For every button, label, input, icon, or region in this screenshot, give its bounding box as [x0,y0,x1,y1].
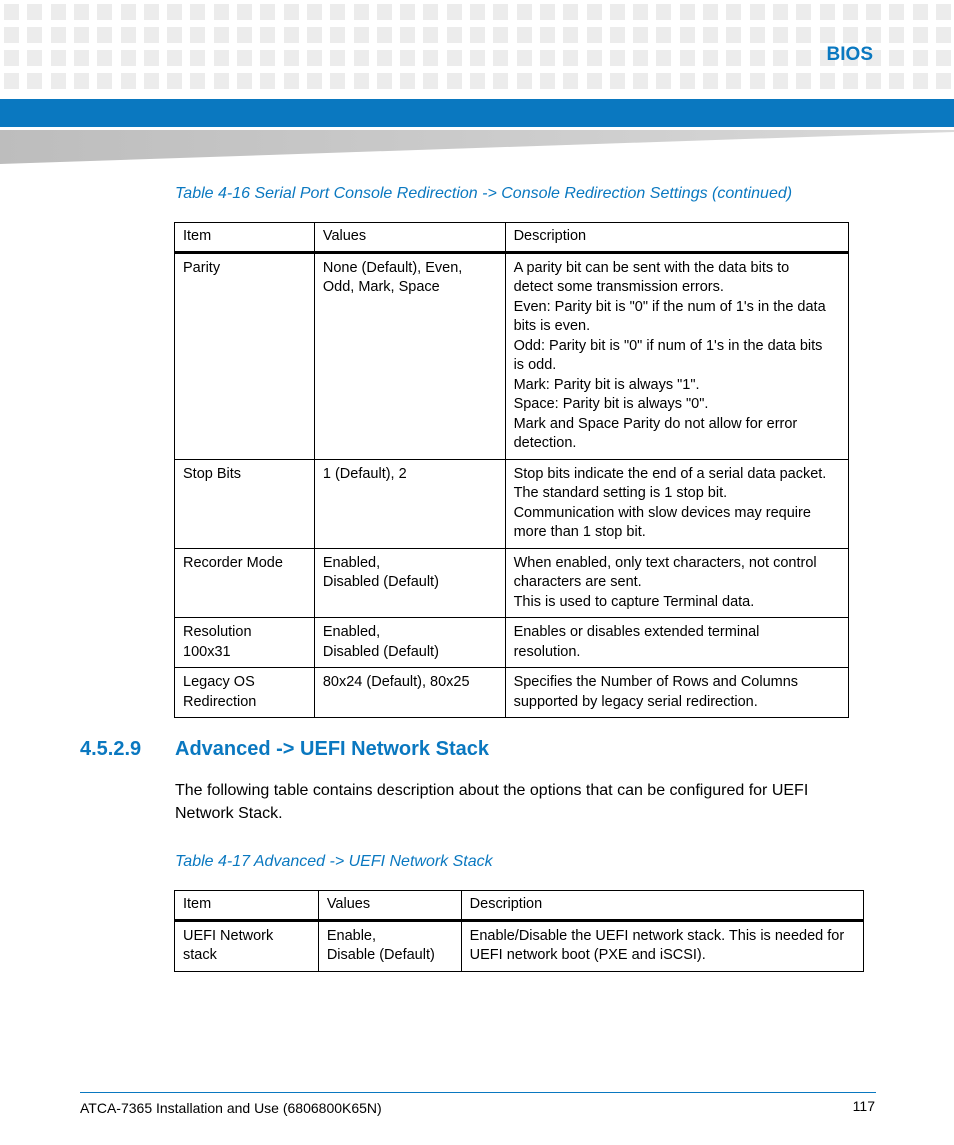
cell-line: is odd. [513,357,557,373]
cell-item [175,548,315,618]
pattern-square [750,4,765,20]
pattern-square [307,27,322,43]
pattern-square [330,27,345,43]
cell-line: Disable (Default) [326,947,435,963]
cell-line: Disabled (Default) [322,574,439,590]
cell-line: Enables or disables extended terminal [513,624,760,640]
pattern-square [470,27,485,43]
pattern-square [97,50,112,66]
pattern-square [889,4,904,20]
pattern-square [703,27,718,43]
cell-line: Mark and Space Parity do not allow for error [513,415,798,432]
pattern-square [656,4,671,20]
cell-line: Even: Parity bit is "0" if the num of 1's in the data [513,298,826,315]
pattern-square [400,4,415,20]
pattern-square [773,73,788,89]
pattern-square [773,27,788,43]
section-heading [80,738,489,761]
column-header: Description [461,891,863,921]
cell-line: 80x24 (Default), 80x25 [322,674,470,690]
pattern-square [260,4,275,20]
pattern-square [167,50,182,66]
pattern-square [517,27,532,43]
pattern-square [237,4,252,20]
pattern-square [167,4,182,20]
table-row [175,668,849,718]
cell-description [505,459,848,548]
pattern-square [423,4,438,20]
pattern-square [423,50,438,66]
pattern-square [726,50,741,66]
pattern-square [913,4,928,20]
pattern-square [74,27,89,43]
pattern-square [726,27,741,43]
cell-description [505,252,848,459]
pattern-square [307,73,322,89]
pattern-square [820,4,835,20]
cell-values [314,252,505,459]
pattern-square [610,50,625,66]
cell-line: Disabled (Default) [322,643,439,660]
pattern-square [237,50,252,66]
cell-line: Odd: Parity bit is "0" if num of 1's in the data bits [513,337,823,354]
table-caption: Table 4-16 Serial Port Console Redirection -> Console Redirection Settings (continued) [175,185,793,202]
cell-line: Recorder Mode [183,554,283,571]
pattern-square [866,73,881,89]
pattern-square [563,27,578,43]
pattern-square [284,50,299,66]
cell-line: Parity [183,259,221,276]
pattern-square [470,50,485,66]
cell-line: detection. [513,435,577,451]
cell-item [175,618,315,668]
cell-line: UEFI network boot (PXE and iSCSI). [469,947,706,963]
pattern-square [656,27,671,43]
column-header: Item [175,891,319,921]
pattern-square [563,4,578,20]
cell-line: None (Default), Even, [322,259,463,276]
intro-line: Network Stack. [175,805,283,822]
pattern-square [144,4,159,20]
pattern-square [190,50,205,66]
cell-line: Odd, Mark, Space [322,279,440,295]
pattern-square [51,73,66,89]
pattern-square [51,27,66,43]
pattern-square [493,4,508,20]
cell-line: Enable/Disable the UEFI network stack. This is needed for [469,927,845,944]
pattern-square [796,73,811,89]
pattern-square [27,50,42,66]
pattern-square [423,27,438,43]
cell-item [175,920,319,971]
cell-line: Enabled, [322,624,381,640]
column-header: Description [505,223,848,253]
pattern-square [27,73,42,89]
cell-description [505,668,848,718]
pattern-square [307,50,322,66]
column-header: Values [318,891,461,921]
cell-line: Resolution [183,624,252,640]
pattern-square [936,27,951,43]
pattern-square [656,50,671,66]
pattern-square [4,50,19,66]
pattern-square [913,50,928,66]
pattern-square [703,73,718,89]
pattern-square [633,50,648,66]
pattern-square [354,27,369,43]
pattern-square [354,50,369,66]
pattern-square [74,4,89,20]
pattern-square [377,73,392,89]
pattern-square [633,27,648,43]
pattern-square [633,73,648,89]
intro-line: The following table contains description about the options that can be configured for UEFI [175,782,809,799]
section-label: BIOS [826,44,873,65]
cell-line: 100x31 [183,643,231,660]
pattern-square [121,73,136,89]
pattern-square [750,27,765,43]
pattern-square [4,27,19,43]
header-wedge [0,130,954,164]
pattern-square [4,73,19,89]
pattern-square [330,50,345,66]
pattern-square [773,4,788,20]
pattern-square [214,50,229,66]
pattern-square [74,73,89,89]
pattern-square [51,4,66,20]
pattern-square [167,73,182,89]
header-bar [0,99,954,127]
section-title: Advanced -> UEFI Network Stack [175,738,489,760]
pattern-square [27,4,42,20]
pattern-square [866,27,881,43]
pattern-square [74,50,89,66]
pattern-square [889,27,904,43]
pattern-square [307,4,322,20]
pattern-square [190,73,205,89]
pattern-square [260,50,275,66]
pattern-square [97,73,112,89]
cell-line: more than 1 stop bit. [513,524,646,540]
cell-line: Legacy OS [183,674,255,690]
pattern-square [447,4,462,20]
pattern-square [680,50,695,66]
pattern-square [796,4,811,20]
pattern-square [237,27,252,43]
pattern-square [796,27,811,43]
pattern-square [400,27,415,43]
footer-rule [80,1092,876,1093]
pattern-square [587,50,602,66]
pattern-square [587,73,602,89]
cell-line: Communication with slow devices may require [513,504,811,521]
pattern-square [913,27,928,43]
cell-line: Enable, [326,927,377,944]
pattern-square [447,50,462,66]
pattern-square [540,50,555,66]
pattern-square [237,73,252,89]
pattern-square [889,73,904,89]
cell-line: resolution. [513,643,581,660]
pattern-square [587,4,602,20]
pattern-square [423,73,438,89]
cell-description [461,920,863,971]
pattern-square [540,4,555,20]
cell-line: Redirection [183,693,257,710]
table-header-row [175,223,849,253]
pattern-square [750,73,765,89]
section-number: 4.5.2.9 [80,738,142,760]
cell-description [505,548,848,618]
pattern-square [214,27,229,43]
pattern-square [587,27,602,43]
pattern-square [377,27,392,43]
pattern-square [656,73,671,89]
pattern-square [913,73,928,89]
pattern-square [51,50,66,66]
pattern-square [214,73,229,89]
cell-description [505,618,848,668]
pattern-square [144,73,159,89]
pattern-square [284,27,299,43]
pattern-square [750,50,765,66]
pattern-square [144,27,159,43]
pattern-square [470,4,485,20]
cell-item [175,252,315,459]
pattern-square [190,27,205,43]
pattern-square [540,27,555,43]
pattern-square [121,50,136,66]
table-row [175,252,849,459]
table-row [175,459,849,548]
pattern-square [563,73,578,89]
pattern-square [726,4,741,20]
pattern-square [121,27,136,43]
cell-values [314,548,505,618]
pattern-square [843,27,858,43]
cell-line: Space: Parity bit is always "0". [513,396,709,412]
cell-line: The standard setting is 1 stop bit. [513,485,728,501]
cell-values [318,920,461,971]
intro-paragraph [175,779,865,825]
pattern-square [633,4,648,20]
column-header: Values [314,223,505,253]
cell-line: Mark: Parity bit is always "1". [513,376,700,393]
pattern-square [796,50,811,66]
pattern-square [493,50,508,66]
pattern-square [493,73,508,89]
header-pattern [0,0,954,95]
pattern-square [773,50,788,66]
pattern-square [260,27,275,43]
pattern-square [703,4,718,20]
pattern-square [121,4,136,20]
pattern-square [190,4,205,20]
pattern-square [889,50,904,66]
cell-line: detect some transmission errors. [513,279,724,295]
pattern-square [936,50,951,66]
table-caption: Table 4-17 Advanced -> UEFI Network Stack [175,853,493,870]
cell-line: characters are sent. [513,574,642,590]
cell-item [175,668,315,718]
cell-line: 1 (Default), 2 [322,465,407,482]
pattern-square [610,27,625,43]
settings-table [174,222,849,718]
cell-line: When enabled, only text characters, not control [513,554,817,571]
pattern-square [4,4,19,20]
pattern-square [517,73,532,89]
pattern-square [680,27,695,43]
table-row [175,548,849,618]
pattern-square [470,73,485,89]
cell-line: A parity bit can be sent with the data bits to [513,259,790,276]
pattern-square [610,73,625,89]
pattern-square [843,4,858,20]
pattern-square [866,4,881,20]
uefi-table [174,890,864,972]
pattern-square [330,73,345,89]
pattern-square [447,27,462,43]
pattern-square [680,73,695,89]
pattern-square [260,73,275,89]
pattern-square [563,50,578,66]
table-row [175,920,864,971]
table-header-row [175,891,864,921]
pattern-square [284,73,299,89]
pattern-square [27,27,42,43]
pattern-square [447,73,462,89]
pattern-square [97,4,112,20]
cell-values [314,618,505,668]
pattern-square [936,4,951,20]
pattern-square [517,50,532,66]
pattern-square [284,4,299,20]
cell-line: Specifies the Number of Rows and Columns [513,674,799,690]
footer-doc-title: ATCA-7365 Installation and Use (6806800K65N) [80,1100,382,1116]
cell-line: supported by legacy serial redirection. [513,693,758,710]
page-number: 117 [852,1098,875,1114]
cell-line: Stop bits indicate the end of a serial data packet. [513,465,827,482]
cell-line: UEFI Network [183,927,274,944]
cell-line: bits is even. [513,318,591,334]
pattern-square [400,73,415,89]
pattern-square [843,73,858,89]
cell-line: Stop Bits [183,465,242,482]
pattern-square [820,27,835,43]
cell-line: Enabled, [322,554,381,571]
pattern-square [330,4,345,20]
pattern-square [936,73,951,89]
cell-line: stack [183,947,217,963]
pattern-square [540,73,555,89]
pattern-square [610,4,625,20]
pattern-square [400,50,415,66]
pattern-square [517,4,532,20]
pattern-square [214,4,229,20]
pattern-square [377,50,392,66]
pattern-square [377,4,392,20]
table-row [175,618,849,668]
pattern-square [167,27,182,43]
pattern-square [820,73,835,89]
cell-values [314,459,505,548]
pattern-square [97,27,112,43]
pattern-square [354,73,369,89]
pattern-square [680,4,695,20]
pattern-square [354,4,369,20]
pattern-square [493,27,508,43]
pattern-square [144,50,159,66]
pattern-square [703,50,718,66]
cell-values [314,668,505,718]
column-header: Item [175,223,315,253]
cell-line: This is used to capture Terminal data. [513,593,755,610]
pattern-square [726,73,741,89]
cell-item [175,459,315,548]
